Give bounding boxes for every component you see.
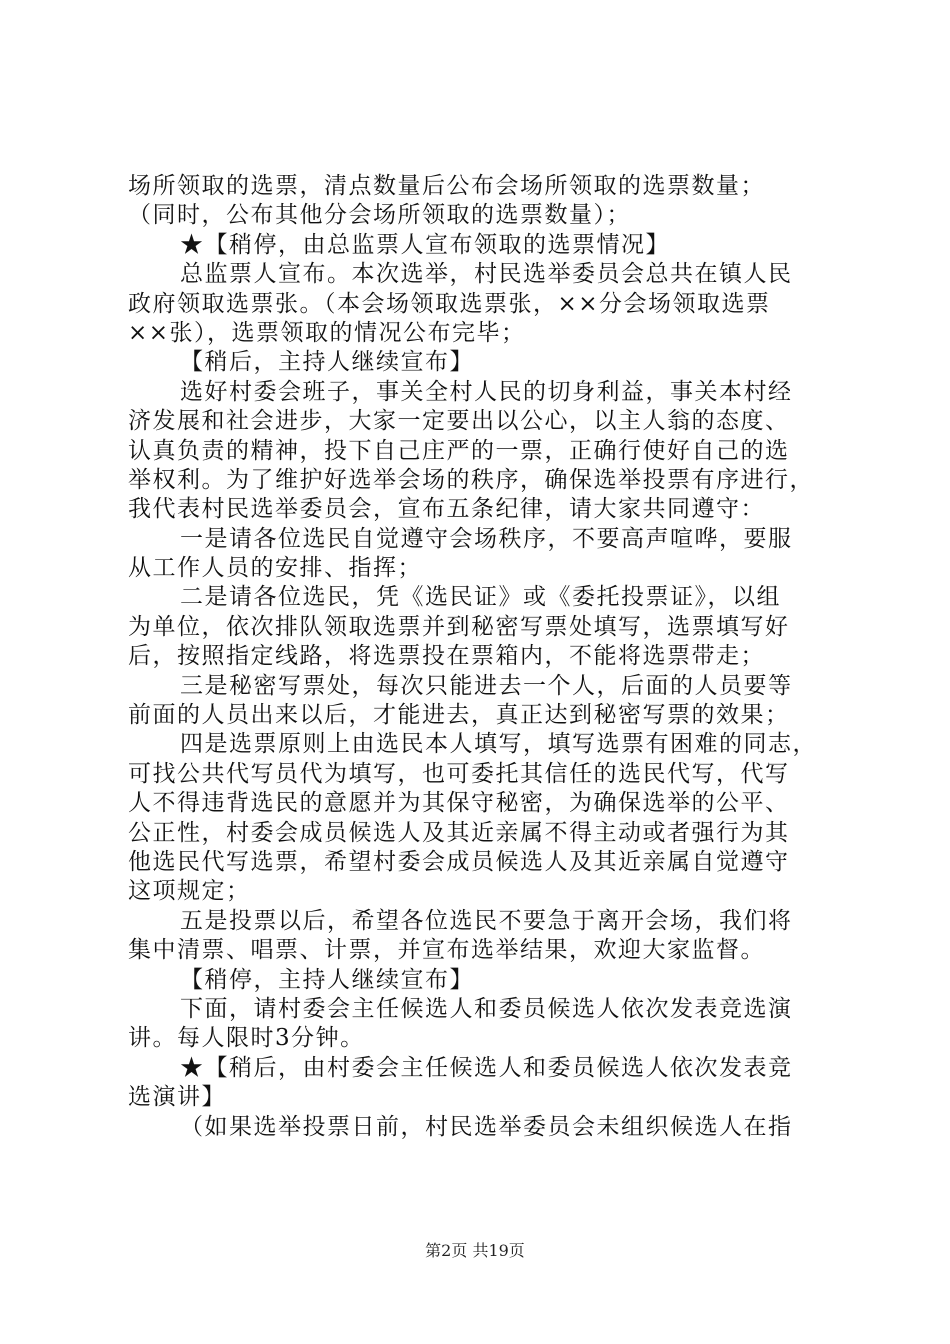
text-line: ★【稍后，由村委会主任候选人和委员候选人依次发表竞 xyxy=(180,1054,793,1081)
text-line: 场所领取的选票，清点数量后公布会场所领取的选票数量； xyxy=(128,173,765,199)
text-line: 讲。每人限时3分钟。 xyxy=(128,1025,365,1052)
text-line: 一是请各位选民自觉遵守会场秩序，不要高声喧哗，要服 xyxy=(180,525,793,552)
text-line: ××张），选票领取的情况公布完毕； xyxy=(128,319,526,346)
text-line: 后，按照指定线路，将选票投在票箱内，不能将选票带走； xyxy=(128,643,765,670)
text-line: 政府领取选票张。（本会场领取选票张，××分会场领取选票 xyxy=(128,290,771,317)
text-line: 【稍停，主持人继续宣布】 xyxy=(180,966,474,993)
text-line: 他选民代写选票，希望村委会成员候选人及其近亲属自觉遵守 xyxy=(128,848,790,875)
text-line: 【稍后，主持人继续宣布】 xyxy=(180,349,474,376)
text-line: 从工作人员的安排、指挥； xyxy=(128,555,422,582)
text-line: 集中清票、唱票、计票，并宣布选举结果，欢迎大家监督。 xyxy=(128,937,765,964)
text-line: ★【稍停，由总监票人宣布领取的选票情况】 xyxy=(180,231,670,258)
text-line: （同时，公布其他分会场所领取的选票数量）； xyxy=(128,202,631,229)
text-line: 我代表村民选举委员会，宣布五条纪律，请大家共同遵守： xyxy=(128,496,765,523)
text-line: 济发展和社会进步，大家一定要出以公心，以主人翁的态度、 xyxy=(128,408,790,435)
text-line: 人不得违背选民的意愿并为其保守秘密，为确保选举的公平、 xyxy=(128,790,790,817)
text-line: （如果选举投票日前，村民选举委员会未组织候选人在指 xyxy=(180,1113,793,1140)
text-line: 下面，请村委会主任候选人和委员候选人依次发表竞选演 xyxy=(180,995,793,1022)
text-line: 这项规定； xyxy=(128,878,251,905)
text-line: 三是秘密写票处，每次只能进去一个人，后面的人员要等 xyxy=(180,672,793,699)
text-line: 二是请各位选民，凭《选民证》或《委托投票证》，以组 xyxy=(180,584,781,611)
text-line: 选演讲】 xyxy=(128,1084,226,1111)
text-line: 公正性，村委会成员候选人及其近亲属不得主动或者强行为其 xyxy=(128,819,790,846)
text-line: 举权利。为了维护好选举会场的秩序，确保选举投票有序进行， xyxy=(128,466,814,493)
document-body xyxy=(128,172,832,1142)
text-line: 总监票人宣布。本次选举，村民选举委员会总共在镇人民 xyxy=(180,261,793,288)
text-line: 为单位，依次排队领取选票并到秘密写票处填写，选票填写好 xyxy=(128,613,790,640)
text-line: 选好村委会班子，事关全村人民的切身利益，事关本村经 xyxy=(180,378,793,405)
text-line: 前面的人员出来以后，才能进去，真正达到秘密写票的效果； xyxy=(128,702,790,729)
text-line: 五是投票以后，希望各位选民不要急于离开会场，我们将 xyxy=(180,907,793,934)
text-line: 认真负责的精神，投下自己庄严的一票，正确行使好自己的选 xyxy=(128,437,790,464)
text-line: 可找公共代写员代为填写，也可委托其信任的选民代写，代写 xyxy=(128,760,790,787)
text-line: 四是选票原则上由选民本人填写，填写选票有困难的同志， xyxy=(180,731,817,758)
page-footer: 第2页 共19页 xyxy=(425,1241,525,1260)
